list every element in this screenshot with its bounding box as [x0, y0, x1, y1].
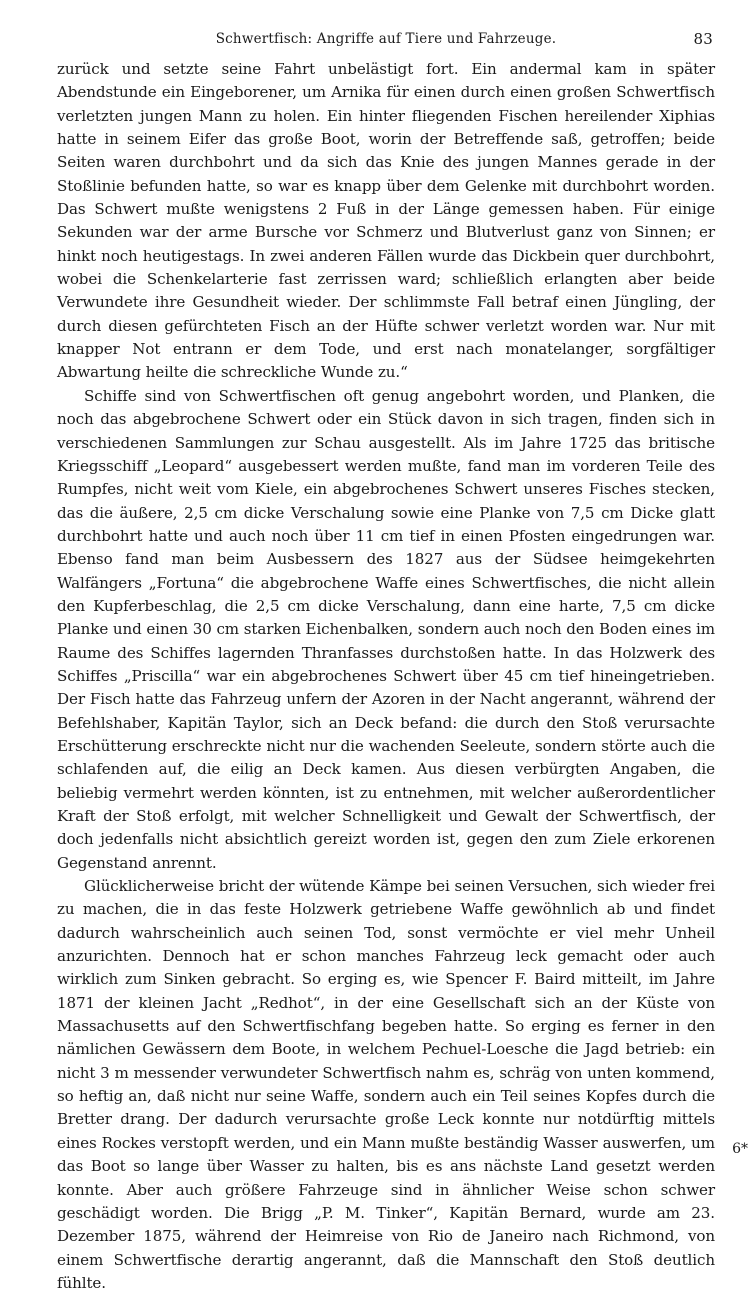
body-text — [57, 58, 715, 1295]
paragraph: Glücklicherweise bricht der wütende Kämpe bei seinen Versuchen, sich wieder frei zu machen, die in das feste Holzwerk getriebene Waffe gewöhnlich ab und findet dadurch wahrscheinlich auch seinen Tod, sonst vermöchte er viel mehr Unheil anzurichten. Dennoch hat er schon manches Fahrzeug leck gemacht oder auch wirklich zum Sinken gebracht. So erging es, wie Spencer F. Baird mitteilt, im Jahre 1871 der kleinen Jacht „Redhot“, in der eine Gesellschaft sich an der Küste von Massachusetts auf den Schwertfischfang begeben hatte. So erging es ferner in den nämlichen Gewässern dem Boote, in welchem Pechuel-Loesche die Jagd betrieb: ein nicht 3 m messender verwundeter Schwertfisch nahm es, schräg von unten kommend, so heftig an, daß nicht nur seine Waffe, sondern auch ein Teil seines Kopfes durch die Bretter drang. Der dadurch verursachte große Leck konnte nur notdürftig mittels eines Rockes verstopft werden, und ein Mann mußte beständig Wasser auswerfen, um das Boot so lange über Wasser zu halten, bis es ans nächste Land gesetzt werden konnte. Aber auch größere Fahrzeuge sind in ähnlicher Weise schon schwer geschädigt worden. Die Brigg „P. M. Tinker“, Kapitän Bernard, wurde am 23. Dezember 1875, während der Heimreise von Rio de Janeiro nach Richmond, von einem Schwertfische derartig angerannt, daß die Mannschaft den Stoß deutlich fühlte. — [57, 877, 715, 1292]
page-number: 83 — [693, 30, 713, 48]
running-head: Schwertfisch: Angriffe auf Tiere und Fahrzeuge. — [215, 31, 557, 47]
page-header — [57, 24, 715, 54]
signature-mark: 6* — [732, 1141, 748, 1157]
book-page — [57, 24, 715, 1295]
paragraph: Schiffe sind von Schwertfischen oft genug angebohrt worden, und Planken, die noch das abgebrochene Schwert oder ein Stück davon in sich tragen, finden sich in verschiedenen Sammlungen zur Schau ausgestellt. Als im Jahre 1725 das britische Kriegsschiff „Leopard“ ausgebessert werden mußte, fand man im vorderen Teile des Rumpfes, nicht weit vom Kiele, ein abgebrochenes Schwert unseres Fisches stecken, das die äußere, 2,5 cm dicke Verschalung sowie eine Planke von 7,5 cm Dicke glatt durchbohrt hatte und auch noch über 11 cm tief in einen Pfosten eingedrungen war. Ebenso fand man beim Ausbessern des 1827 aus der Südsee heimgekehrten Walfängers „Fortuna“ die abgebrochene Waffe eines Schwertfisches, die nicht allein den Kupferbeschlag, die 2,5 cm dicke Verschalung, dann eine harte, 7,5 cm dicke Planke und einen 30 cm starken Eichenbalken, sondern auch noch den Boden eines im Raume des Schiffes lagernden Thranfasses durchstoßen hatte. In das Holzwerk des Schiffes „Priscilla“ war ein abgebrochenes Schwert über 45 cm tief hineingetrieben. Der Fisch hatte das Fahrzeug unfern der Azoren in der Nacht angerannt, während der Befehlshaber, Kapitän Taylor, sich an Deck befand: die durch den Stoß verursachte Erschütterung erschreckte nicht nur die wachenden Seeleute, sondern störte auch die schlafenden auf, die eilig an Deck kamen. Aus diesen verbürgten Angaben, die beliebig vermehrt werden könnten, ist zu entnehmen, mit welcher außerordentlicher Kraft der Stoß erfolgt, mit welcher Schnelligkeit und Gewalt der Schwertfisch, der doch jedenfalls nicht absichtlich gereizt worden ist, gegen den zum Ziele erkorenen Gegenstand anrennt. — [57, 386, 715, 872]
paragraph: zurück und setzte seine Fahrt unbelästigt fort. Ein andermal kam in später Abendstunde ein Eingeborener, um Arnika für einen durch einen großen Schwertfisch verletzten jungen Mann zu holen. Ein hinter fliegenden Fischen hereilender Xiphias hatte in seinem Eifer das große Boot, worin der Betreffende saß, getroffen; beide Seiten waren durchbohrt und da sich das Knie des jungen Mannes gerade in der Stoßlinie befunden hatte, so war es knapp über dem Gelenke mit durchbohrt worden. Das Schwert mußte wenigstens 2 Fuß in der Länge gemessen haben. Für einige Sekunden war der arme Bursche vor Schmerz und Blutverlust ganz von Sinnen; er hinkt noch heutigestags. In zwei anderen Fällen wurde das Dickbein quer durchbohrt, wobei die Schenkelarterie fast zerrissen ward; schließlich erlangten aber beide Verwundete ihre Gesundheit wieder. Der schlimmste Fall betraf einen Jüngling, der durch diesen gefürchteten Fisch an der Hüfte schwer verletzt worden war. Nur mit knapper Not entrann er dem Tode, und erst nach monatelanger, sorgfältiger Abwartung heilte die schreckliche Wunde zu.“ — [57, 60, 715, 382]
